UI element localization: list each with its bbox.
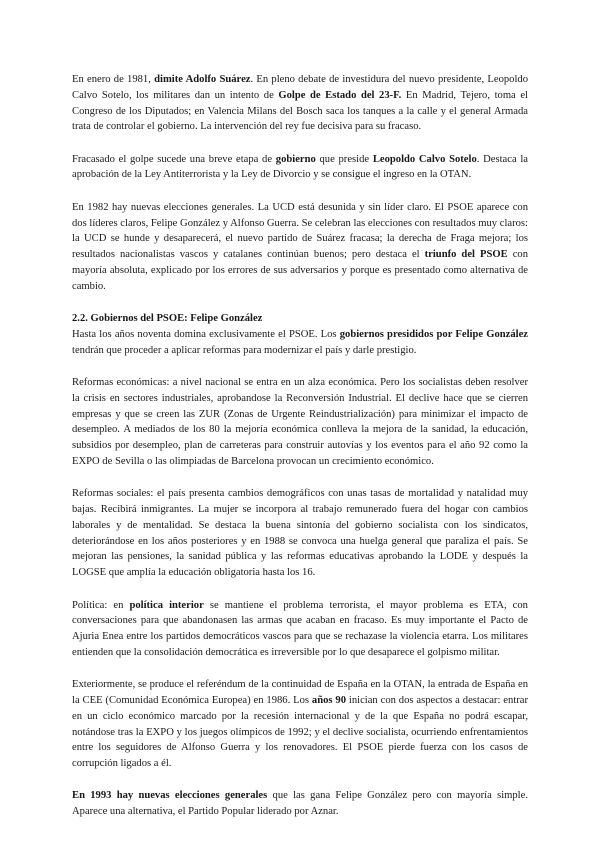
paragraph-reformas-economicas: Reformas económicas: a nivel nacional se entra en un alza económica. Pero los socialistas deben resolver la crisis en sectores industriales, aprobandose la Reconversión Industrial. El declive hace que se cierren empresas y que se creen las ZUR (Zonas de Urgente Reindustrialización) para minimizar el impacto de desempleo. A mediados de los 80 la mejoría económica conlleva la mejora de la sanidad, la educación, subsidios por desempleo, plan de carreteras para construir autovías y los eventos para el año 92 como la EXPO de Sevilla o las olimpiadas de Barcelona provocan un crecimiento económico. [72, 376, 528, 467]
bold-dimite-suarez: dimite Adolfo Suárez [154, 74, 251, 85]
bold-anos-90: años 90 [311, 695, 347, 706]
section-heading: 2.2. Gobiernos del PSOE: Felipe González [72, 313, 263, 325]
bold-gobiernos-felipe: gobiernos presididos por Felipe González [339, 328, 529, 340]
paragraph-elecciones-1982: En 1982 hay nuevas elecciones generales. La UCD está desunida y sin líder claro. El PSOE aparece con dos líderes claros, Felipe González y Alfonso Guerra. Se celebran las elecciones con resultados muy claros: la UCD se hunde y desaparecerá, el nuevo partido de Suárez fracasa; la derecha de Fraga mejora; los resultados nacionalistas vascos y catalanes continúan buenos; pero destaca el triunfo del PSOE con mayoría absoluta, explicado por los errores de sus adversarios y porque es presentado como alternativa de cambio. [72, 201, 528, 292]
paragraph-exteriormente: Exteriormente, se produce el referéndum de la continuidad de España en la OTAN, la entrada de España en la CEE (Comunidad Económica Europea) en 1986. Los años 90 inician con dos aspectos a destacar: entrar en un ciclo económico marcado por la recesión internacional y de la que España no podrá escapar, notándose tras la EXPO y los juegos olímpicos de 1992; y el declive socialista, ocurriendo enfrentamientos entre los seguidores de Alfonso Guerra y los renovadores. El PSOE pierde fuerza con los casos de corrupción ligados a él. [72, 679, 528, 770]
bold-triunfo-psoe: triunfo del PSOE [424, 249, 508, 261]
paragraph-politica: Política: en política interior se mantiene el problema terrorista, el mayor problema es ETA, con conversaciones para que abandonasen las armas que acaban en fracaso. Es muy importante el Pacto de Ajuria Enea entre los partidos democráticos vascos para que se rechazase la violencia etarra. Los militares entienden que la consolidación democrática es irreversible por lo que desaparece el golpismo militar. [72, 599, 528, 658]
bold-golpe-estado: Golpe de Estado del 23-F. [278, 89, 402, 101]
bold-calvo-sotelo: Leopoldo Calvo Sotelo [372, 153, 477, 165]
paragraph-calvo-sotelo: Fracasado el golpe sucede una breve etapa de gobierno que preside Leopoldo Calvo Sotelo. Destaca la aprobación de la Ley Antiterrorista y la Ley de Divorcio y se consigue el ingreso en la OTAN. [72, 153, 528, 181]
paragraph-elecciones-1993: En 1993 hay nuevas elecciones generales que las gana Felipe González pero con mayoría simple. Aparece una alternativa, el Partido Popular liderado por Aznar. [72, 790, 528, 818]
bold-elecciones-1993: En 1993 hay nuevas elecciones generales [72, 790, 268, 802]
bold-gobierno: gobierno [275, 153, 316, 165]
paragraph-reformas-sociales: Reformas sociales: el país presenta cambios demográficos con unas tasas de mortalidad y natalidad muy bajas. Recibirá inmigrantes. La mujer se incorpora al trabajo remunerado fuera del hogar con cambios laborales y de mentalidad. Se destaca la buena sintonía del gobierno socialista con los sindicatos, deteriorándose en los años posteriores y en 1988 se convoca una huelga general que paraliza el país. Se mejoran las pensiones, la sanidad pública y las reformas educativas aprobando la LODE y después la LOGSE que amplía la educación obligatoria hasta los 16. [72, 488, 528, 579]
bold-politica-interior: política interior [129, 599, 204, 611]
paragraph-gobiernos-psoe: Hasta los años noventa domina exclusivamente el PSOE. Los gobiernos presididos por Felipe González tendrán que proceder a aplicar reformas para modernizar el país y darle prestigio. [72, 328, 529, 356]
paragraph-golpe-23f: En enero de 1981, dimite Adolfo Suárez. En pleno debate de investidura del nuevo presidente, Leopoldo Calvo Sotelo, los militares dan un intento de Golpe de Estado del 23-F. En Madrid, Tejero, toma el Congreso de los Diputados; en Valencia Milans del Bosch saca los tanques a la calle y el general Armada trata de controlar el gobierno. La intervención del rey fue decisiva para su fracaso. [72, 74, 528, 133]
